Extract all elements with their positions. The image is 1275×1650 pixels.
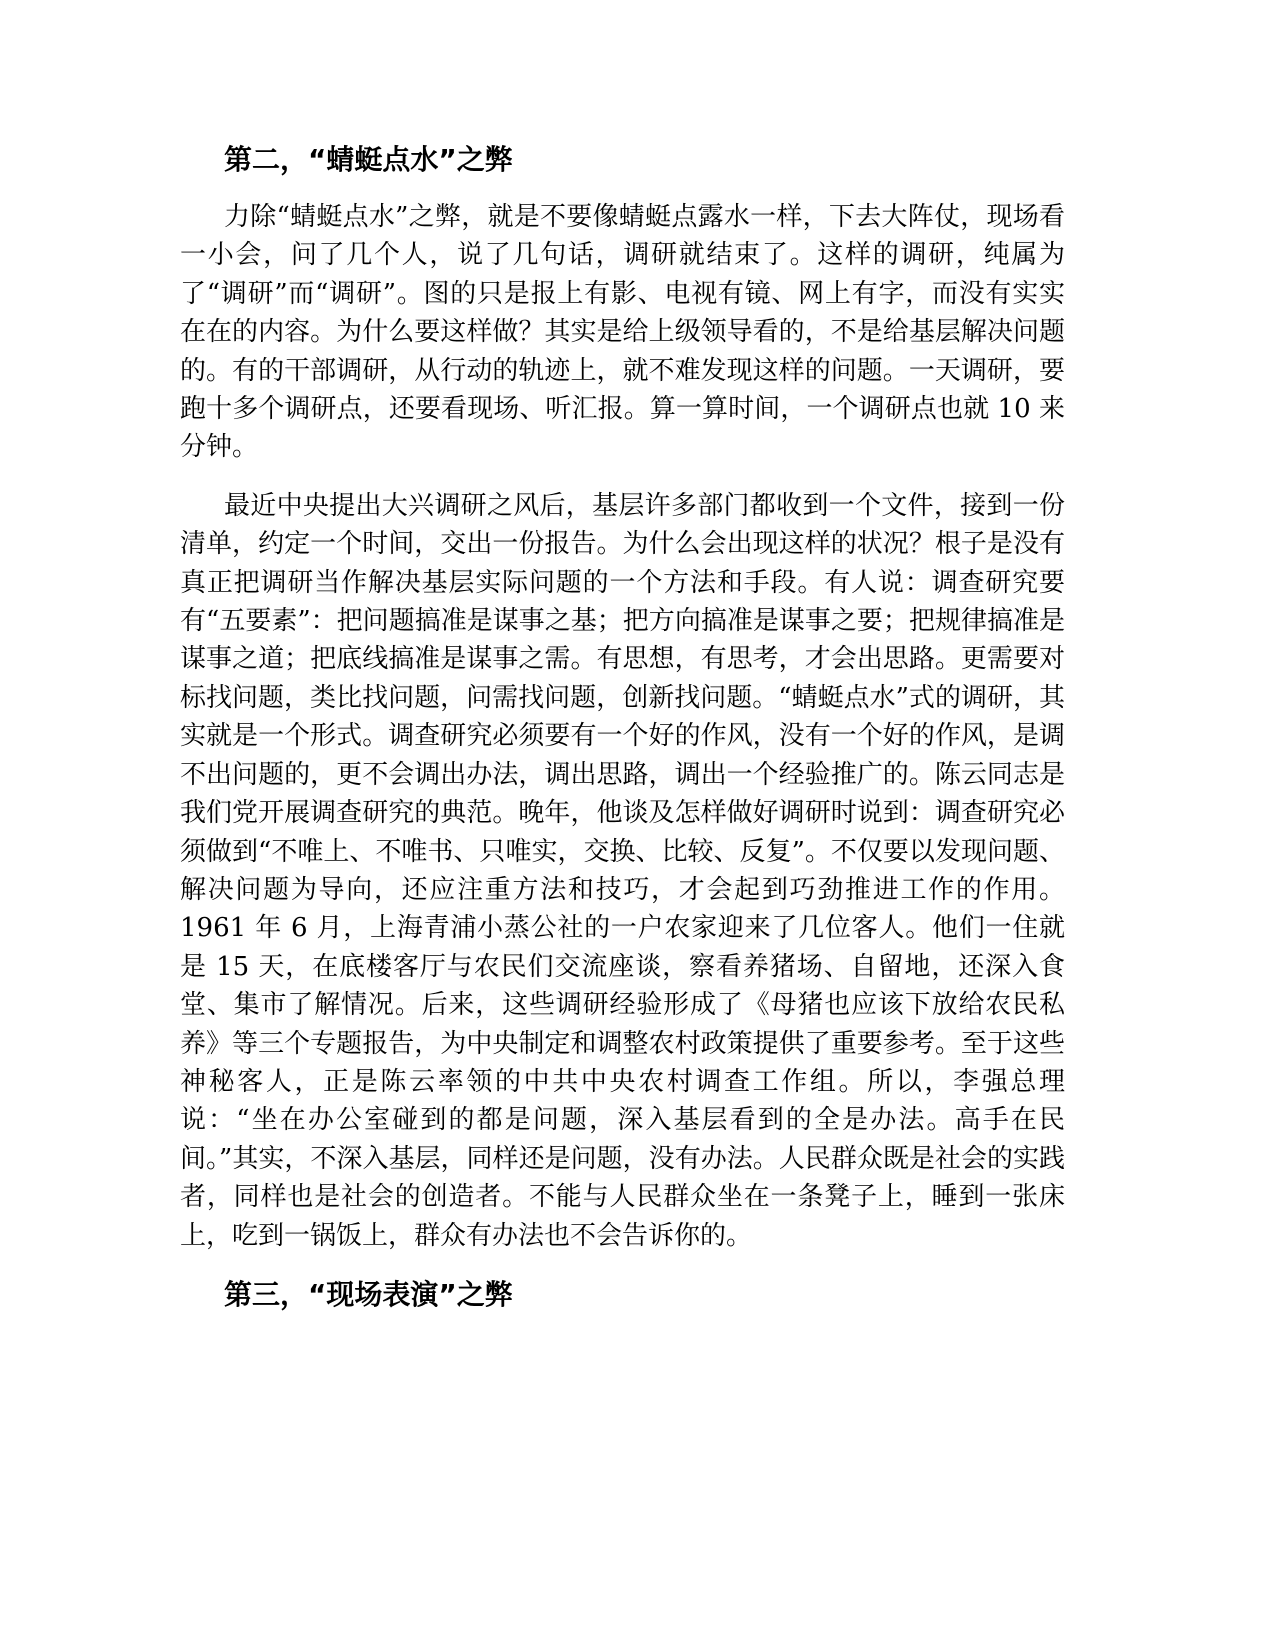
section-heading-2: 第二，“蜻蜓点水”之弊 (224, 143, 513, 176)
document-page (180, 140, 1065, 1333)
section-heading-3: 第三，“现场表演”之弊 (224, 1277, 513, 1311)
paragraph-2: 最近中央提出大兴调研之风后，基层许多部门都收到一个文件，接到一份清单，约定一个时间，交出一份报告。为什么会出现这样的状况？根子是没有真正把调研当作解决基层实际问题的一个方法和手段。有人说：调查研究要有“五要素”：把问题搞准是谋事之基；把方向搞准是谋事之要；把规律搞准是谋事之道；把底线搞准是谋事之需。有思想，有思考，才会出思路。更需要对标找问题，类比找问题，问需找问题，创新找问题。“蜻蜓点水”式的调研，其实就是一个形式。调查研究必须要有一个好的作风，没有一个好的作风，是调不出问题的，更不会调出办法，调出思路，调出一个经验推广的。陈云同志是我们党开展调查研究的典范。晚年，他谈及怎样做好调研时说到：调查研究必须做到“不唯上、不唯书、只唯实，交换、比较、反复”。不仅要以发现问题、解决问题为导向，还应注重方法和技巧，才会起到巧劲推进工作的作用。1961 年 6 月，上海青浦小蒸公社的一户农家迎来了几位客人。他们一住就是 15 天，在底楼客厅与农民们交流座谈，察看养猪场、自留地，还深入食堂、集市了解情况。后来，这些调研经验形成了《母猪也应该下放给农民私养》等三个专题报告，为中央制定和调整农村政策提供了重要参考。至于这些神秘客人，正是陈云率领的中共中央农村调查工作组。所以，李强总理说：“坐在办公室碰到的都是问题，深入基层看到的全是办法。高手在民间。”其实，不深入基层，同样还是问题，没有办法。人民群众既是社会的实践者，同样也是社会的创造者。不能与人民群众坐在一条凳子上，睡到一张床上，吃到一锅饭上，群众有办法也不会告诉你的。 (180, 490, 1065, 1251)
paragraph-1: 力除“蜻蜓点水”之弊，就是不要像蜻蜓点露水一样，下去大阵仗，现场看一小会，问了几个人，说了几句话，调研就结束了。这样的调研，纯属为了“调研”而“调研”。图的只是报上有影、电视有镜、网上有字，而没有实实在在的内容。为什么要这样做？其实是给上级领导看的，不是给基层解决问题的。有的干部调研，从行动的轨迹上，就不难发现这样的问题。一天调研，要跑十多个调研点，还要看现场、听汇报。算一算时间，一个调研点也就 10 来分钟。 (180, 202, 1065, 463)
